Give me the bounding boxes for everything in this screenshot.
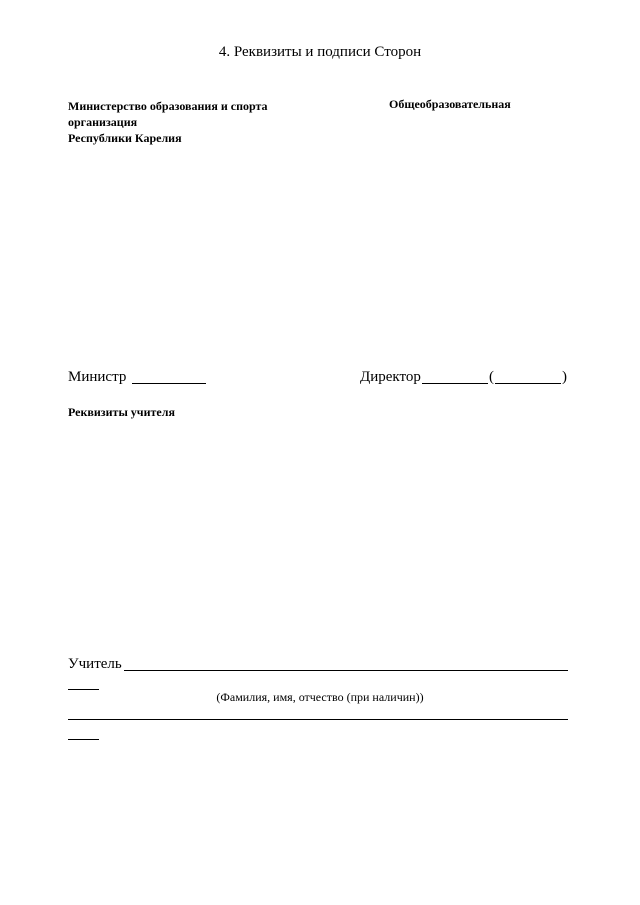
teacher-signature-line bbox=[124, 670, 568, 671]
left-party-line1: Министерство образования и спорта bbox=[68, 99, 268, 113]
teacher-label: Учитель bbox=[68, 656, 122, 672]
teacher-signature bbox=[68, 656, 122, 673]
teacher-requisites-label: Реквизиты учителя bbox=[68, 405, 175, 419]
left-party-line2: организация bbox=[68, 115, 138, 129]
left-party-line3: Республики Карелия bbox=[68, 131, 182, 145]
director-name-line bbox=[495, 383, 561, 384]
director-label: Директор bbox=[360, 369, 421, 385]
minister-signature-line bbox=[132, 383, 206, 384]
teacher-name-line bbox=[68, 719, 568, 720]
left-party-block bbox=[68, 98, 268, 146]
minister-signature bbox=[68, 369, 126, 386]
right-party-block bbox=[389, 96, 511, 112]
director-paren-close: ) bbox=[562, 369, 567, 385]
director-signature bbox=[360, 369, 421, 386]
teacher-name-caption: (Фамилия, имя, отчество (при наличин)) bbox=[216, 690, 424, 704]
section-title: 4. Реквизиты и подписи Сторон bbox=[218, 44, 422, 60]
teacher-name-line-tail bbox=[68, 739, 99, 740]
director-paren-open: ( bbox=[489, 369, 494, 385]
right-party-line1: Общеобразовательная bbox=[389, 97, 511, 111]
director-signature-line bbox=[422, 383, 488, 384]
minister-label: Министр bbox=[68, 369, 127, 385]
